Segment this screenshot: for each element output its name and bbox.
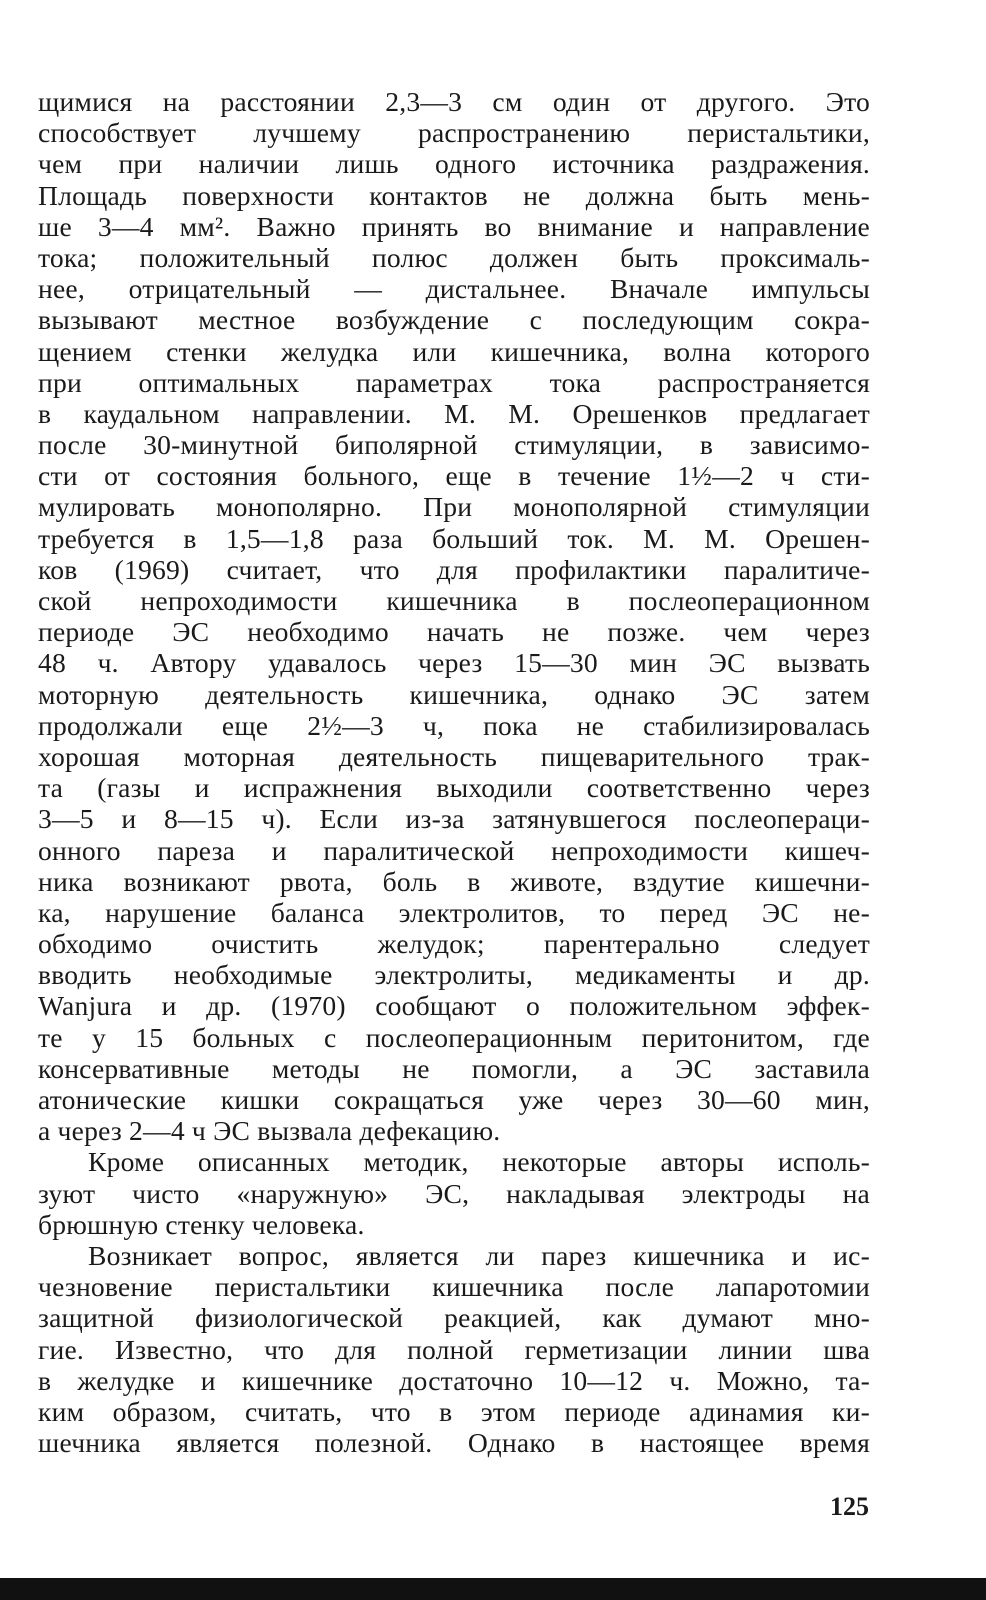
text-line: периоде ЭС необходимо начать не позже. чем через (38, 616, 870, 648)
text-line: требуется в 1,5—1,8 раза больший ток. М. М. Орешен- (38, 522, 870, 554)
text-line: шечника является полезной. Однако в настоящее время (38, 1427, 870, 1459)
text-line: гие. Известно, что для полной герметизации линии шва (38, 1333, 870, 1365)
paragraph (38, 1146, 870, 1240)
text-line: а через 2—4 ч ЭС вызвала дефекацию. (38, 1115, 501, 1147)
paragraph (38, 1240, 870, 1458)
text-line: ков (1969) считает, что для профилактики паралитиче- (38, 553, 870, 585)
text-line: чезновение перистальтики кишечника после лапаротомии (38, 1271, 870, 1303)
text-line: зуют чисто «наружную» ЭС, накладывая электроды на (38, 1177, 870, 1209)
text-line: в каудальном направлении. М. М. Орешенков предлагает (38, 397, 870, 429)
page-text (38, 86, 870, 1458)
text-line: ника возникают рвота, боль в животе, вздутие кишечни- (38, 865, 870, 897)
text-line: продолжали еще 2½—3 ч, пока не стабилизировалась (38, 709, 870, 741)
text-line: мулировать монополярно. При монополярной стимуляции (38, 491, 870, 523)
text-line: 48 ч. Автору удавалось через 15—30 мин ЭС вызвать (38, 647, 870, 679)
page-number: 125 (830, 1492, 869, 1521)
text-line: вводить необходимые электролиты, медикаменты и др. (38, 959, 870, 991)
text-line: вызывают местное возбуждение с последующим сокра- (38, 304, 870, 336)
paragraph (38, 86, 870, 1146)
text-line: консервативные методы не помогли, а ЭС заставила (38, 1052, 870, 1084)
text-line: ской непроходимости кишечника в послеоперационном (38, 585, 870, 616)
text-line: защитной физиологической реакцией, как думают мно- (38, 1302, 870, 1334)
text-line: обходимо очистить желудок; парентерально следует (38, 928, 870, 960)
text-line: хорошая моторная деятельность пищеварительного трак- (38, 740, 870, 772)
text-line: ше 3—4 мм². Важно принять во внимание и направление (38, 210, 870, 242)
text-line: ким образом, считать, что в этом периоде адинамия ки- (38, 1395, 870, 1427)
text-line: Возникает вопрос, является ли парез кишечника и ис- (88, 1239, 870, 1271)
text-line: 3—5 и 8—15 ч). Если из-за затянувшегося послеопераци- (38, 803, 870, 835)
text-line: в желудке и кишечнике достаточно 10—12 ч. Можно, та- (38, 1364, 870, 1396)
text-line: те у 15 больных с послеоперационным перитонитом, где (38, 1021, 870, 1053)
text-line: онного пареза и паралитической непроходимости кишеч- (38, 834, 870, 866)
text-line: нее, отрицательный — дистальнее. Вначале импульсы (38, 273, 870, 305)
text-line: атонические кишки сокращаться уже через 30—60 мин, (38, 1084, 870, 1115)
text-line: ка, нарушение баланса электролитов, то перед ЭС не- (38, 896, 870, 928)
text-line: щением стенки желудка или кишечника, волна которого (38, 335, 870, 367)
text-line: чем при наличии лишь одного источника раздражения. (38, 148, 870, 180)
text-line: сти от состояния больного, еще в течение 1½—2 ч сти- (38, 460, 870, 492)
text-line: брюшную стенку человека. (38, 1208, 365, 1240)
text-line: способствует лучшему распространению перистальтики, (38, 117, 870, 149)
text-line: моторную деятельность кишечника, однако ЭС затем (38, 678, 870, 710)
text-line: при оптимальных параметрах тока распространяется (38, 366, 870, 398)
text-line: Wanjura и др. (1970) сообщают о положительном эффек- (38, 990, 870, 1022)
scan-bottom-edge (0, 1578, 986, 1600)
text-line: после 30-минутной биполярной стимуляции, в зависимо- (38, 429, 870, 461)
text-line: щимися на расстоянии 2,3—3 см один от другого. Это (38, 86, 870, 117)
text-line: та (газы и испражнения выходили соответственно через (38, 772, 870, 804)
text-line: Площадь поверхности контактов не должна быть мень- (38, 179, 870, 211)
text-line: Кроме описанных методик, некоторые авторы исполь- (88, 1146, 870, 1178)
text-line: тока; положительный полюс должен быть проксималь- (38, 241, 870, 273)
